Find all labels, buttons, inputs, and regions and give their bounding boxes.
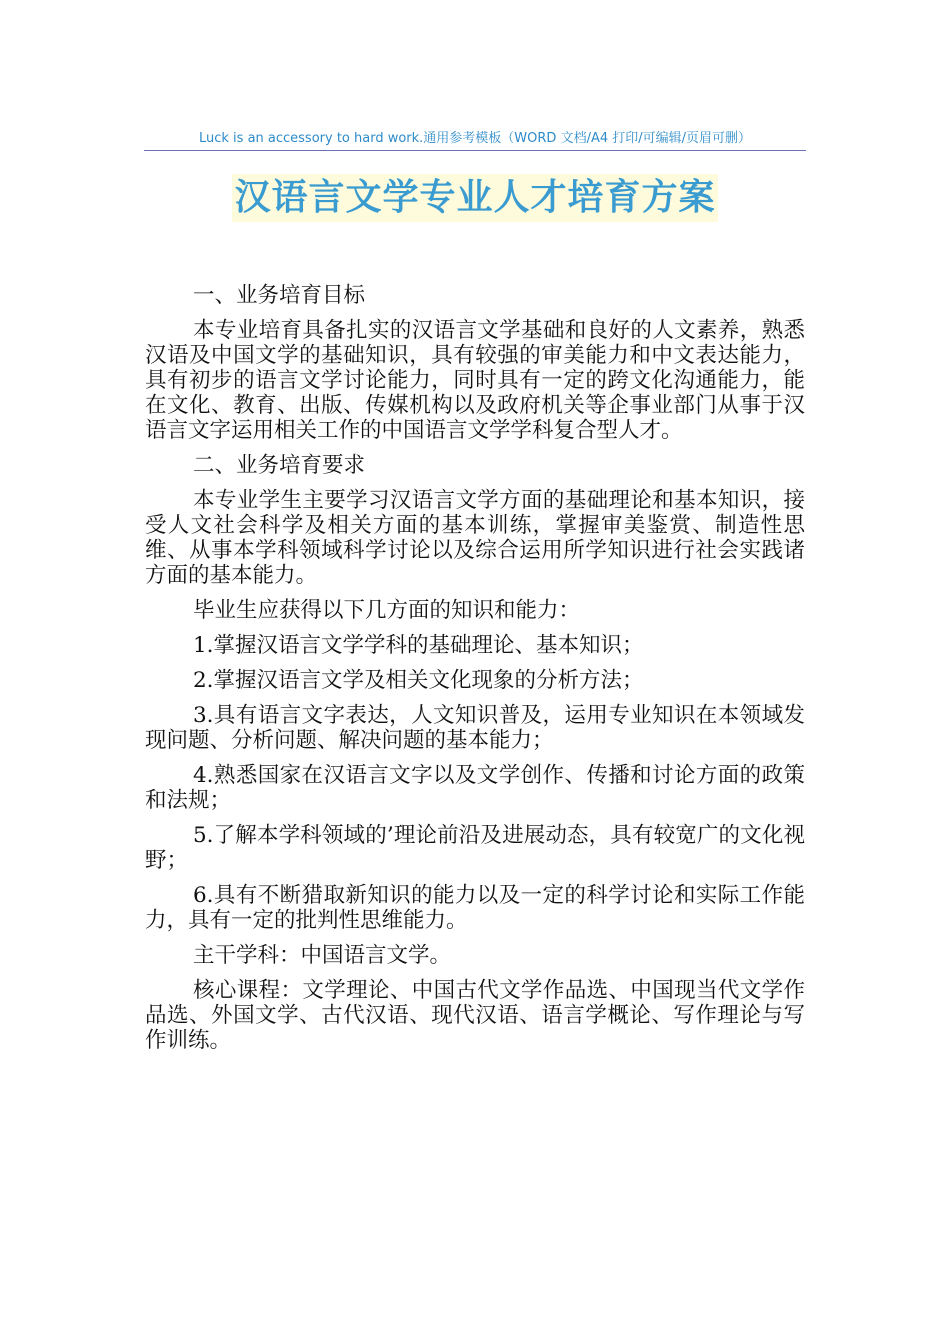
list-item-1: 1.掌握汉语言文学学科的基础理论、基本知识； xyxy=(193,633,644,658)
list-item-3: 3.具有语言文字表达，人文知识普及，运用专业知识在本领域发现问题、分析问题、解决问题的基本能力； xyxy=(145,703,805,753)
list-item-5: 5.了解本学科领域的’理论前沿及进展动态，具有较宽广的文化视野； xyxy=(145,823,805,873)
paragraph-requirements: 本专业学生主要学习汉语言文学方面的基础理论和基本知识，接受人文社会科学及相关方面的基本训练，掌握审美鉴赏、制造性思维、从事本学科领域科学讨论以及综合运用所学知识进行社会实践诸方面的基本能力。 xyxy=(145,488,805,588)
document-body xyxy=(145,283,805,1063)
section-heading-requirements: 二、业务培育要求 xyxy=(193,453,366,478)
list-item-4: 4.熟悉国家在汉语言文字以及文学创作、传播和讨论方面的政策和法规； xyxy=(145,763,805,813)
section-heading-goals: 一、业务培育目标 xyxy=(193,283,366,308)
title-container xyxy=(0,174,950,222)
paragraph-core-courses: 核心课程：文学理论、中国古代文学作品选、中国现当代文学作品选、外国文学、古代汉语、现代汉语、语言学概论、写作理论与写作训练。 xyxy=(145,978,805,1053)
paragraph-abilities-intro: 毕业生应获得以下几方面的知识和能力： xyxy=(193,598,581,623)
document-title: 汉语言文学专业人才培育方案 xyxy=(232,174,717,222)
header-divider xyxy=(144,150,806,151)
list-item-6: 6.具有不断猎取新知识的能力以及一定的科学讨论和实际工作能力，具有一定的批判性思维能力。 xyxy=(145,883,805,933)
paragraph-main-discipline: 主干学科：中国语言文学。 xyxy=(193,943,452,968)
list-item-2: 2.掌握汉语言文学及相关文化现象的分析方法； xyxy=(193,668,644,693)
page-header: Luck is an accessory to hard work.通用参考模板（WORD 文档/A4 打印/可编辑/页眉可删） xyxy=(198,131,752,146)
paragraph-goals: 本专业培育具备扎实的汉语言文学基础和良好的人文素养，熟悉汉语及中国文学的基础知识，具有较强的审美能力和中文表达能力，具有初步的语言文学讨论能力，同时具有一定的跨文化沟通能力，能在文化、教育、出版、传媒机构以及政府机关等企事业部门从事于汉语言文字运用相关工作的中国语言文学学科复合型人才。 xyxy=(145,318,805,443)
